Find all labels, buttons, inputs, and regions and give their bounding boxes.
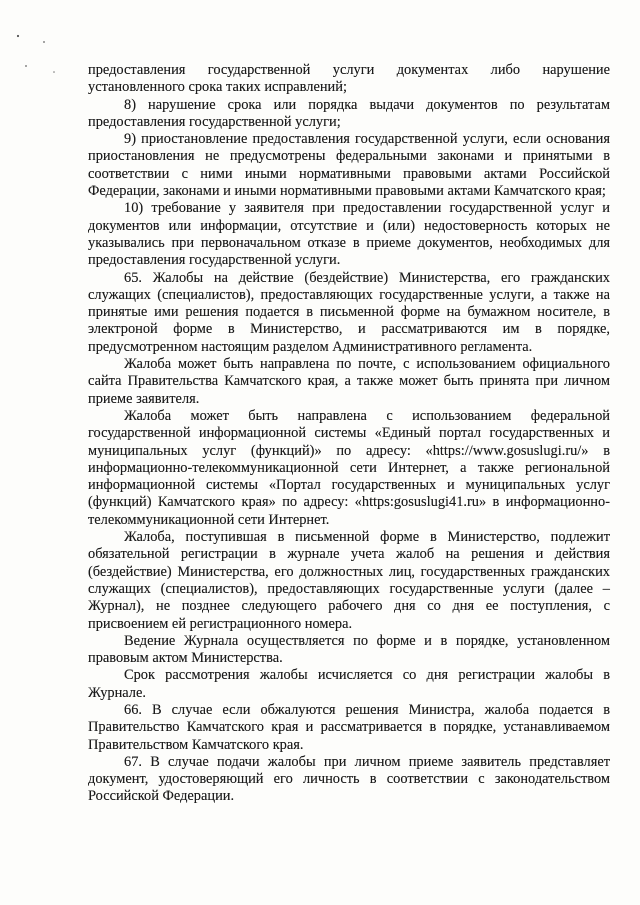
document-body — [88, 62, 610, 806]
paragraph-67: 67. В случае подачи жалобы при личном приеме заявитель представляет документ, удостоверяющий его личность в соответствии с законодательством Российской Федерации. — [88, 753, 610, 805]
paragraph-review-term: Срок рассмотрения жалобы исчисляется со дня регистрации жалобы в Журнале. — [88, 667, 610, 701]
paragraph-complaint-portal: Жалоба может быть направлена с использованием федеральной государственной информационной системы «Единый портал государственных и муниципальных услуг (функций)» по адресу: «https://www.gosuslugi.ru/» в информационно-телекоммуникационной сети Интернет, а также региональной информационной системы «Портал государственных и муниципальных услуг (функций) Камчатского края» по адресу: «https:gosuslugi41.ru» в информационно-телекоммуникационной сети Интернет. — [88, 407, 610, 528]
paragraph-continuation: предоставления государственной услуги документах либо нарушение установленного срока таких исправлений; — [88, 62, 610, 96]
paragraph-item-10: 10) требование у заявителя при предоставлении государственной услуг и документов или информации, отсутствие и (или) недостоверность которых не указывались при первоначальном отказе в приеме документов, необходимых для предоставления государственной услуги. — [88, 200, 610, 269]
paragraph-journal: Ведение Журнала осуществляется по форме и в порядке, установленном правовым актом Министерства. — [88, 632, 610, 667]
paragraph-item-9: 9) приостановление предоставления государственной услуги, если основания приостановления не предусмотрены федеральными законами и принятыми в соответствии с ними иными нормативными правовыми актами Российской Федерации, законами и иными нормативными правовыми актами Камчатского края; — [88, 131, 610, 200]
paragraph-complaint-registration: Жалоба, поступившая в письменной форме в Министерство, подлежит обязательной регистрации в журнале учета жалоб на решения и действия (бездействие) Министерства, его должностных лиц, государственных гражданских служащих (специалистов), предоставляющих государственные услуги (далее – Журнал), не позднее следующего рабочего дня со дня ее поступления, с присвоением ей регистрационного номера. — [88, 529, 610, 632]
paragraph-66: 66. В случае если обжалуются решения Министра, жалоба подается в Правительство Камчатского края и рассматривается в порядке, устанавливаемом Правительством Камчатского края. — [88, 701, 610, 753]
paragraph-complaint-mail: Жалоба может быть направлена по почте, с использованием официального сайта Правительства Камчатского края, а также может быть принята при личном приеме заявителя. — [88, 356, 610, 407]
scan-specks — [14, 24, 74, 84]
paragraph-65: 65. Жалобы на действие (бездействие) Министерства, его гражданских служащих (специалистов), предоставляющих государственные услуги, а также на принятые ими решения подается в письменной форме на бумажном носителе, в электроной форме в Министерство, и рассматриваются им в порядке, предусмотренном настоящим разделом Административного регламента. — [88, 269, 610, 355]
paragraph-item-8: 8) нарушение срока или порядка выдачи документов по результатам предоставления государственной услуги; — [88, 96, 610, 130]
